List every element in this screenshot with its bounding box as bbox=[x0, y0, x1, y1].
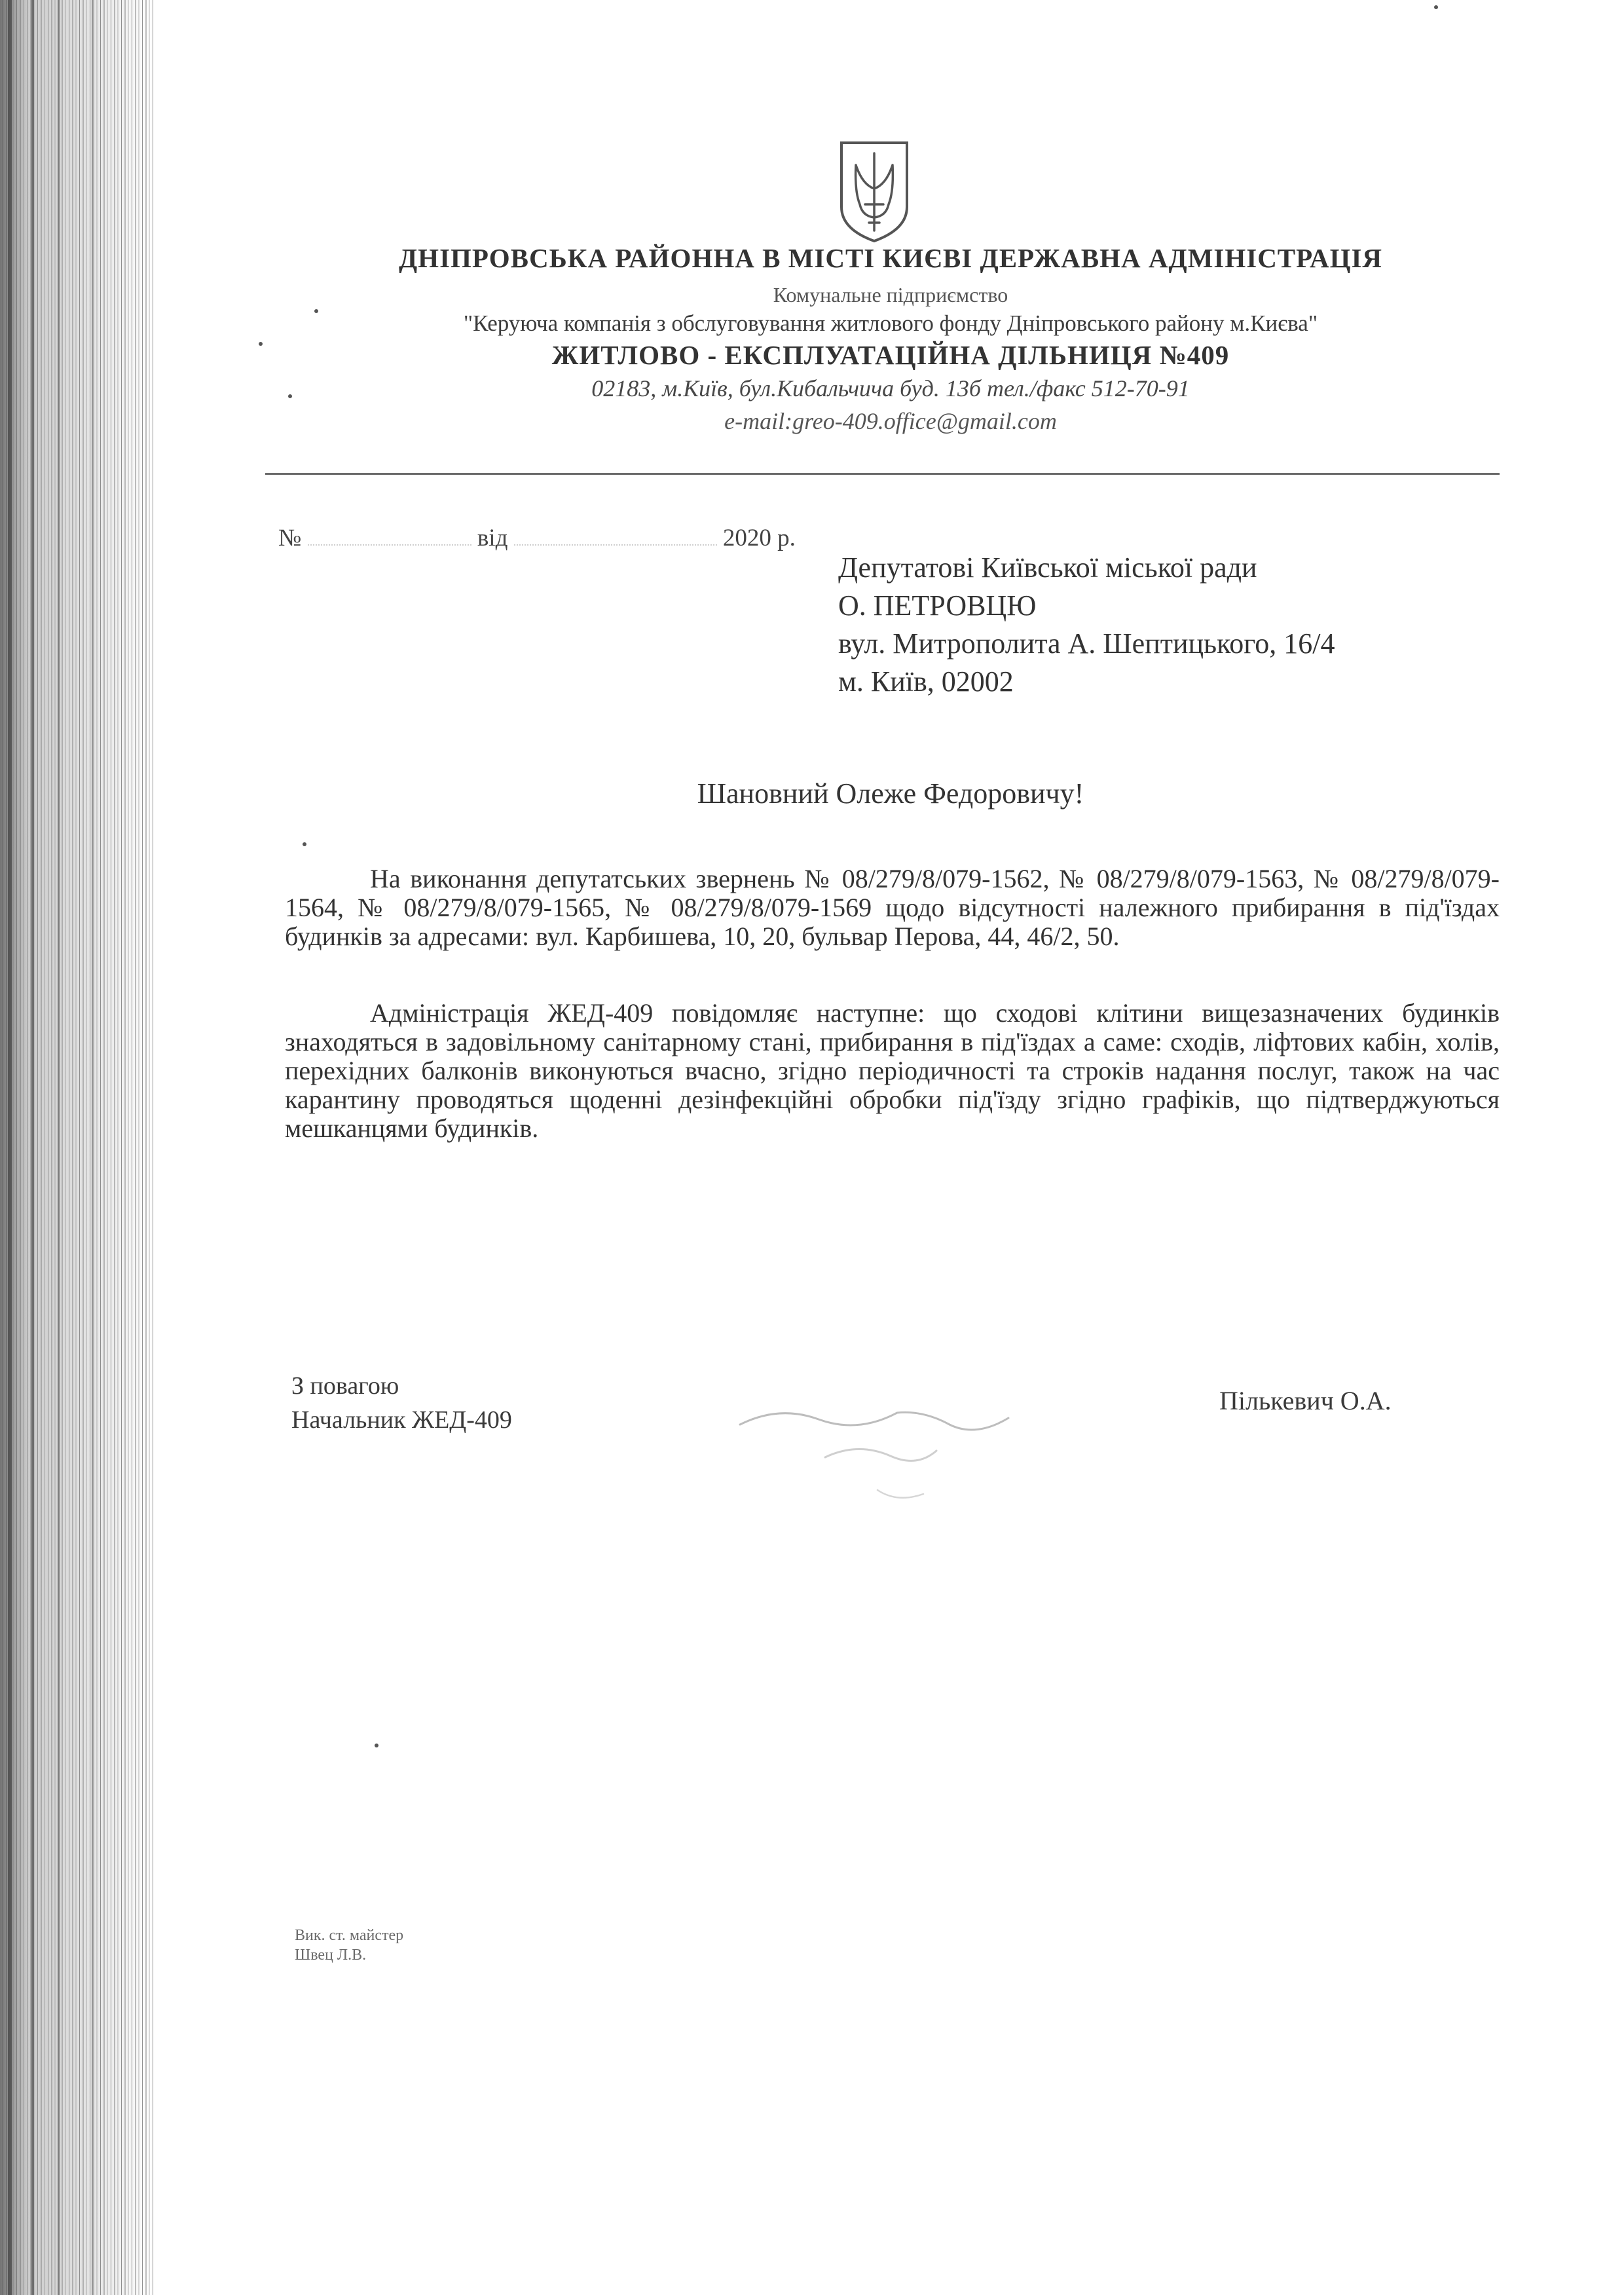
scan-band bbox=[31, 0, 34, 2295]
scan-speck bbox=[375, 1744, 378, 1747]
addressee-block bbox=[838, 549, 1335, 701]
scan-band bbox=[58, 0, 60, 2295]
organization-email: e-mail:greo-409.office@gmail.com bbox=[724, 408, 1057, 434]
body-paragraph-1 bbox=[285, 865, 1500, 951]
closing-position: Начальник ЖЕД-409 bbox=[291, 1406, 512, 1434]
trident-coat-of-arms-icon bbox=[836, 139, 912, 244]
paragraph-text: На виконання депутатських звернень № 08/279/8/079-1562, № 08/279/8/079-1563, № 08/279/8/079-1564, № 08/279/8/079-1565, № 08/279/8/079-1569 щодо відсутності належного прибирання в під'їздах будинків за адресами: вул. Карбишева, 10, 20, бульвар Перова, 44, 46/2, 50. bbox=[285, 864, 1500, 951]
date-label: від bbox=[477, 525, 508, 551]
registration-year: 2020 р. bbox=[722, 525, 796, 551]
company-name: "Керуюча компанія з обслуговування житлового фонду Дніпровського району м.Києва" bbox=[463, 310, 1318, 336]
number-label: № bbox=[278, 525, 302, 551]
salutation: Шановний Олеже Федоровичу! bbox=[697, 777, 1084, 810]
addressee-street: вул. Митрополита А. Шептицького, 16/4 bbox=[838, 627, 1335, 660]
handwritten-signature bbox=[727, 1379, 1028, 1523]
registration-line bbox=[278, 524, 796, 552]
header-divider bbox=[265, 473, 1500, 475]
executor-position: Вик. ст. майстер bbox=[295, 1927, 404, 1944]
executor-block bbox=[295, 1926, 403, 1965]
unit-name: ЖИТЛОВО - ЕКСПЛУАТАЦІЙНА ДІЛЬНИЦЯ №409 bbox=[551, 340, 1230, 370]
addressee-position: Депутатові Київської міської ради bbox=[838, 551, 1257, 584]
scan-speck bbox=[303, 842, 306, 846]
organization-title: ДНІПРОВСЬКА РАЙОННА В МІСТІ КИЄВІ ДЕРЖАВНА АДМІНІСТРАЦІЯ bbox=[398, 243, 1383, 273]
paragraph-text: Адміністрація ЖЕД-409 повідомляє наступне: що сходові клітини вищезазначених будинків знаходяться в задовільному санітарному стані, прибирання в під'їздах а саме: сходів, ліфтових кабін, холів, перехідних балконів виконуються вчасно, згідно періодичності та строків надання послуг, також на час карантину проводяться щоденні дезінфекційні обробки під'їзду згідно графіків, що підтверджуються мешканцями будинків. bbox=[285, 998, 1500, 1143]
date-blank bbox=[514, 527, 717, 546]
number-blank bbox=[308, 527, 471, 546]
organization-type: Комунальне підприємство bbox=[773, 283, 1008, 307]
scan-speck bbox=[259, 342, 263, 346]
signer-name: Пількевич О.А. bbox=[1219, 1386, 1392, 1415]
scan-band bbox=[8, 0, 12, 2295]
executor-name: Швец Л.В. bbox=[295, 1947, 367, 1964]
closing-regards: З повагою bbox=[291, 1372, 399, 1400]
scan-band bbox=[92, 0, 93, 2295]
scan-speck bbox=[1434, 5, 1438, 9]
addressee-city: м. Київ, 02002 bbox=[838, 665, 1014, 698]
body-paragraph-2 bbox=[285, 999, 1500, 1143]
scan-speck bbox=[314, 309, 318, 313]
scan-speck bbox=[288, 394, 292, 398]
organization-address: 02183, м.Київ, бул.Кибальчича буд. 13б тел./факс 512-70-91 bbox=[591, 375, 1190, 401]
addressee-name: О. ПЕТРОВЦЮ bbox=[838, 589, 1037, 622]
scanner-edge-artifact bbox=[0, 0, 154, 2295]
closing-block bbox=[291, 1369, 512, 1437]
